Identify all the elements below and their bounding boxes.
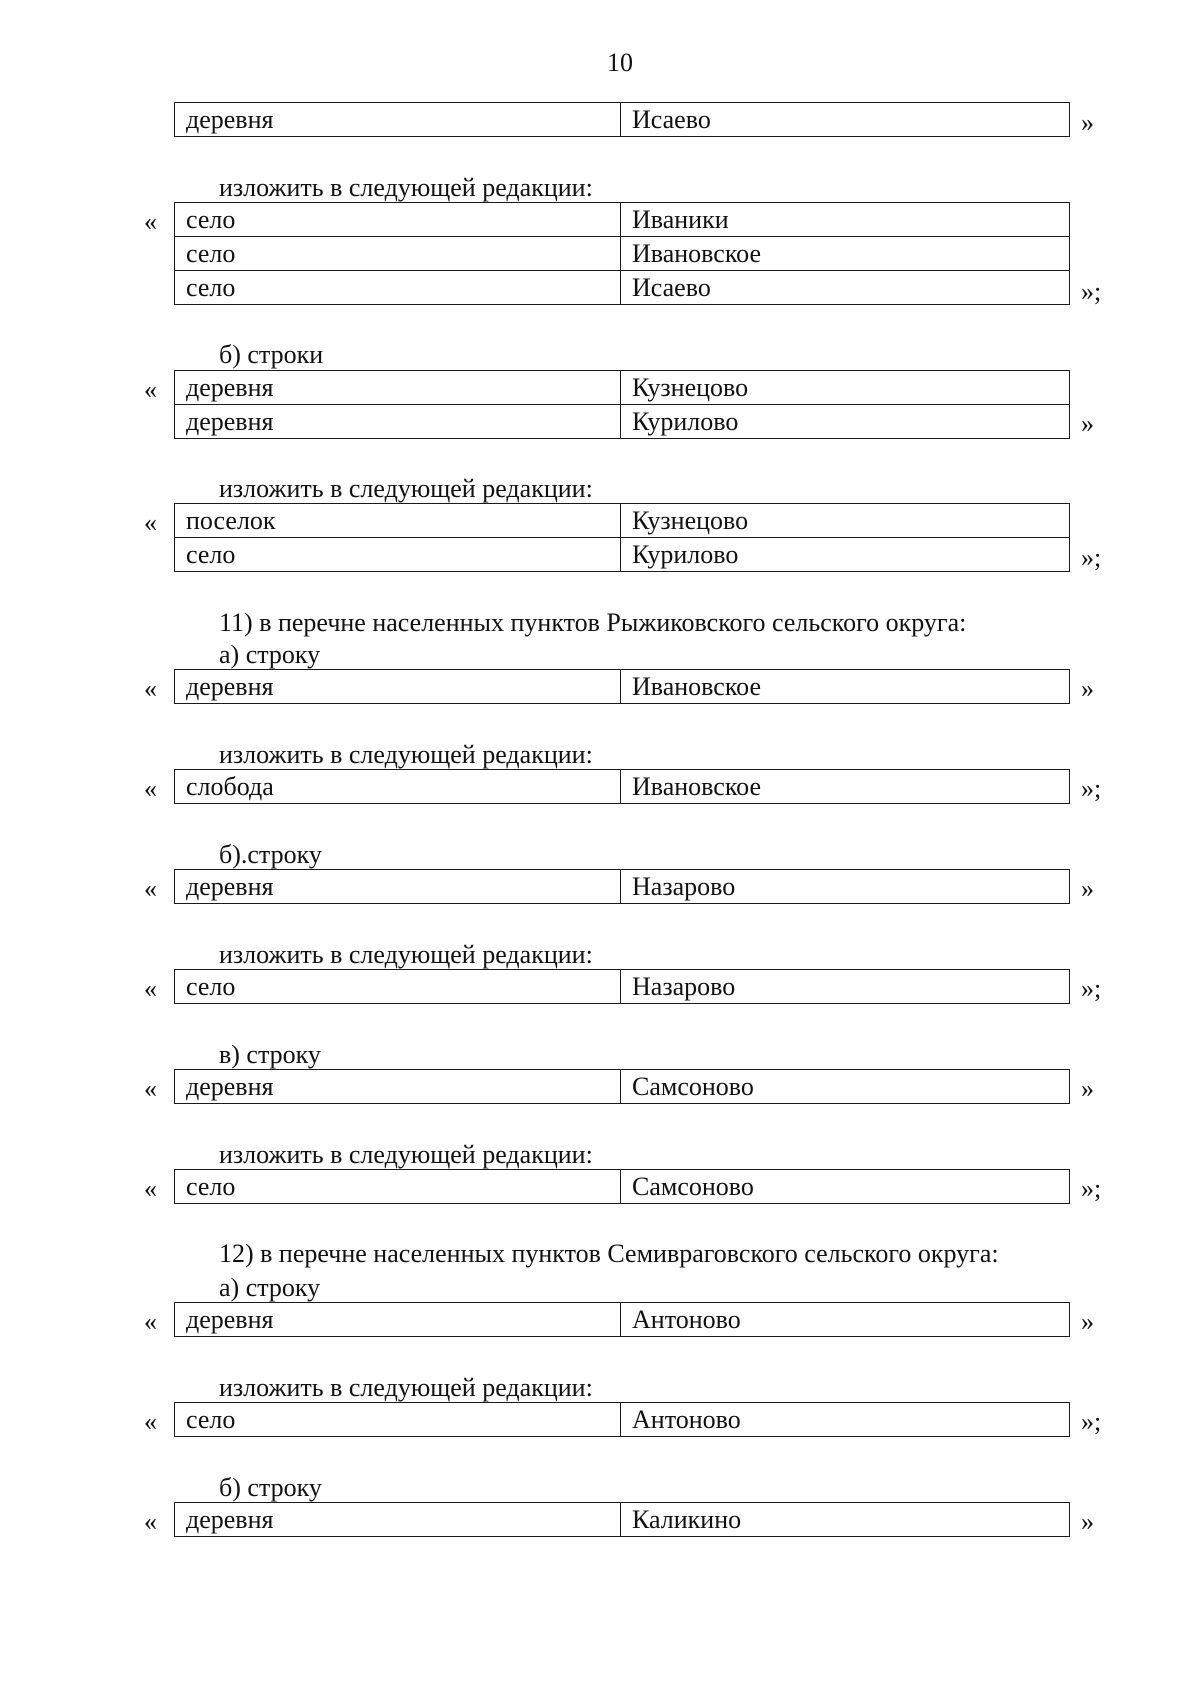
settlement-name-cell: Кузнецово [632,506,749,535]
item-12-heading: 12) в перечне населенных пунктов Семивраговского сельского округа: [219,1239,999,1268]
table-row [175,670,1069,703]
opening-quote: « [144,874,157,903]
settlement-name-cell: Иваники [632,205,729,234]
settlement-name-cell: Курилово [632,540,739,569]
closing-quote-semicolon: »; [1081,277,1102,306]
settlement-table [174,102,1070,137]
table-row [175,1070,1069,1103]
settlement-table [174,1402,1070,1437]
opening-quote: « [144,974,157,1003]
settlement-name-cell: Исаево [632,105,711,134]
settlement-table [174,202,1070,305]
settlement-table [174,1069,1070,1104]
subitem-b-label: б).строку [219,840,322,869]
opening-quote: « [144,1307,157,1336]
settlement-type-cell: село [175,203,621,236]
table-row [175,1403,1069,1436]
closing-quote: » [1081,1507,1094,1536]
settlement-type-cell: деревня [175,405,621,438]
subitem-a-label: а) строку [219,1273,321,1302]
closing-quote-semicolon: »; [1081,974,1102,1003]
rewrite-label: изложить в следующей редакции: [219,173,593,202]
closing-quote: » [1081,1074,1094,1103]
table-row [175,504,1069,537]
subitem-b-label: б) строки [219,340,324,369]
closing-quote: » [1081,874,1094,903]
settlement-name-cell: Антоново [632,1405,741,1434]
opening-quote: « [144,1174,157,1203]
page-number: 10 [607,48,633,77]
settlement-name-cell: Каликино [632,1505,742,1534]
opening-quote: « [144,508,157,537]
item-11-heading: 11) в перечне населенных пунктов Рыжиковского сельского округа: [219,608,967,637]
settlement-name-cell: Ивановское [632,672,761,701]
settlement-type-cell: деревня [175,1303,621,1336]
table-row [175,1503,1069,1536]
table-row [175,1303,1069,1336]
settlement-name-cell: Самсоново [632,1172,754,1201]
closing-quote: » [1081,674,1094,703]
settlement-type-cell: село [175,970,621,1003]
settlement-type-cell: деревня [175,103,621,136]
closing-quote: » [1081,1307,1094,1336]
table-row [175,870,1069,903]
closing-quote-semicolon: »; [1081,774,1102,803]
settlement-name-cell: Назарово [632,972,736,1001]
settlement-type-cell: деревня [175,1070,621,1103]
settlement-type-cell: слобода [175,770,621,803]
settlement-type-cell: село [175,271,621,304]
settlement-table [174,869,1070,904]
settlement-name-cell: Самсоново [632,1072,754,1101]
opening-quote: « [144,1507,157,1536]
settlement-table [174,1169,1070,1204]
settlement-type-cell: село [175,237,621,270]
subitem-a-label: а) строку [219,640,321,669]
settlement-name-cell: Ивановское [632,239,761,268]
settlement-name-cell: Ивановское [632,772,761,801]
table-row [175,770,1069,803]
closing-quote-semicolon: »; [1081,1407,1102,1436]
opening-quote: « [144,207,157,236]
settlement-table [174,969,1070,1004]
opening-quote: « [144,674,157,703]
settlement-name-cell: Курилово [632,407,739,436]
opening-quote: « [144,774,157,803]
opening-quote: « [144,1074,157,1103]
settlement-name-cell: Кузнецово [632,373,749,402]
opening-quote: « [144,1407,157,1436]
table-row [175,537,1069,571]
closing-quote-semicolon: »; [1081,1174,1102,1203]
subitem-v-label: в) строку [219,1040,321,1069]
settlement-type-cell: деревня [175,670,621,703]
table-row [175,270,1069,304]
rewrite-label: изложить в следующей редакции: [219,1373,593,1402]
table-row [175,404,1069,438]
table-row [175,203,1069,236]
settlement-type-cell: село [175,1170,621,1203]
settlement-table [174,1302,1070,1337]
settlement-name-cell: Антоново [632,1305,741,1334]
settlement-table [174,370,1070,439]
subitem-b-label: б) строку [219,1473,322,1502]
table-row [175,236,1069,270]
closing-quote: » [1081,108,1094,137]
table-row [175,1170,1069,1203]
table-row [175,103,1069,136]
settlement-name-cell: Назарово [632,872,736,901]
rewrite-label: изложить в следующей редакции: [219,740,593,769]
table-row [175,970,1069,1003]
settlement-type-cell: поселок [175,504,621,537]
settlement-table [174,1502,1070,1537]
rewrite-label: изложить в следующей редакции: [219,940,593,969]
settlement-type-cell: село [175,1403,621,1436]
settlement-table [174,669,1070,704]
settlement-table [174,503,1070,572]
opening-quote: « [144,375,157,404]
closing-quote: » [1081,409,1094,438]
settlement-type-cell: село [175,538,621,571]
settlement-name-cell: Исаево [632,273,711,302]
settlement-type-cell: деревня [175,371,621,404]
table-row [175,371,1069,404]
settlement-type-cell: деревня [175,1503,621,1536]
closing-quote-semicolon: »; [1081,543,1102,572]
settlement-type-cell: деревня [175,870,621,903]
rewrite-label: изложить в следующей редакции: [219,1140,593,1169]
settlement-table [174,769,1070,804]
rewrite-label: изложить в следующей редакции: [219,474,593,503]
